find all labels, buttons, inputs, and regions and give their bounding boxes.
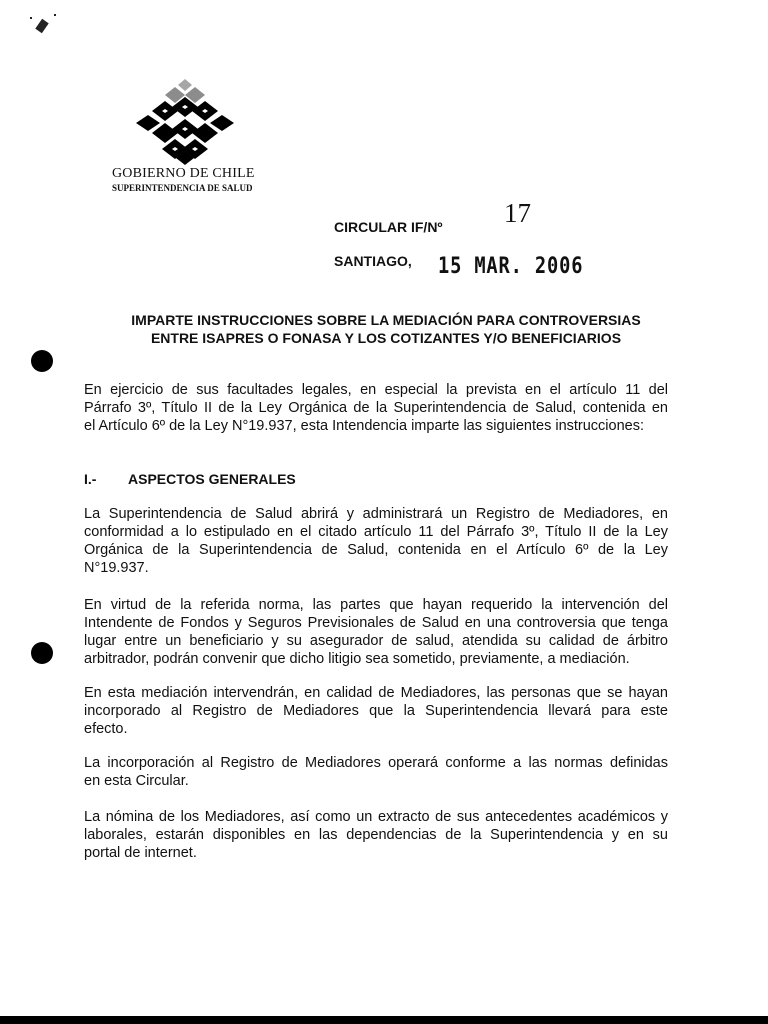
title-line: IMPARTE INSTRUCCIONES SOBRE LA MEDIACIÓN PARA CONTROVERSIAS — [131, 312, 641, 328]
text-line: En ejercicio de sus facultades legales, en especial la prevista en el artículo 11 del — [84, 382, 668, 398]
text-line: incorporado al Registro de Mediadores que la Superintendencia llevará para este — [84, 703, 668, 719]
paragraph — [84, 754, 668, 790]
binder-hole — [31, 642, 53, 664]
circular-label: CIRCULAR IF/Nº — [334, 219, 443, 235]
circular-number: 17 — [504, 198, 531, 228]
paragraph — [84, 505, 668, 577]
text-line: arbitrador, podrán convenir que dicho litigio sea sometido, previamente, a mediación. — [84, 651, 630, 667]
city-label: SANTIAGO, — [334, 253, 412, 269]
text-line: Intendente de Fondos y Seguros Previsionales de Salud en una controversia que tenga — [84, 615, 668, 631]
title-line: ENTRE ISAPRES O FONASA Y LOS COTIZANTES Y/O BENEFICIARIOS — [150, 330, 622, 346]
scan-speck — [30, 17, 32, 19]
scan-edge — [0, 1016, 768, 1024]
section-number: I.- — [84, 471, 97, 487]
document-title — [96, 311, 676, 347]
paragraph — [84, 596, 668, 668]
text-line: Orgánica de la Superintendencia de Salud, contenida en el Artículo 6º de la Ley — [84, 542, 668, 558]
text-line: Párrafo 3º, Título II de la Ley Orgánica de la Superintendencia de Salud, contenida en — [84, 400, 668, 416]
text-line: en esta Circular. — [84, 773, 189, 789]
date-stamp: 15 MAR. 2006 — [438, 254, 584, 279]
text-line: lugar entre un beneficiario y su asegurador de salud, atendida su calidad de árbitro — [84, 633, 668, 649]
gobierno-de-chile-logo — [130, 75, 240, 167]
text-line: el Artículo 6º de la Ley N°19.937, esta Intendencia imparte las siguientes instrucciones: — [84, 418, 644, 434]
text-line: laborales, estarán disponibles en las dependencias de la Superintendencia y en su — [84, 827, 668, 843]
text-line: portal de internet. — [84, 845, 197, 861]
government-name: GOBIERNO DE CHILE — [112, 166, 255, 181]
scan-speck — [54, 14, 56, 16]
intro-paragraph — [84, 381, 668, 435]
section-heading — [84, 471, 296, 487]
paragraph — [84, 684, 668, 738]
scan-speck — [35, 19, 48, 33]
text-line: La incorporación al Registro de Mediadores operará conforme a las normas definidas — [84, 755, 668, 771]
text-line: En esta mediación intervendrán, en calidad de Mediadores, las personas que se hayan — [84, 685, 668, 701]
agency-name: SUPERINTENDENCIA DE SALUD — [112, 183, 253, 193]
text-line: La Superintendencia de Salud abrirá y administrará un Registro de Mediadores, en — [84, 506, 668, 522]
paragraph — [84, 808, 668, 862]
text-line: conformidad a lo estipulado en el citado artículo 11 del Párrafo 3º, Título II de la Ley — [84, 524, 668, 540]
text-line: N°19.937. — [84, 560, 149, 576]
text-line: efecto. — [84, 721, 128, 737]
text-line: La nómina de los Mediadores, así como un extracto de sus antecedentes académicos y — [84, 809, 668, 825]
section-title: ASPECTOS GENERALES — [128, 471, 296, 487]
text-line: En virtud de la referida norma, las partes que hayan requerido la intervención del — [84, 597, 668, 613]
binder-hole — [31, 350, 53, 372]
